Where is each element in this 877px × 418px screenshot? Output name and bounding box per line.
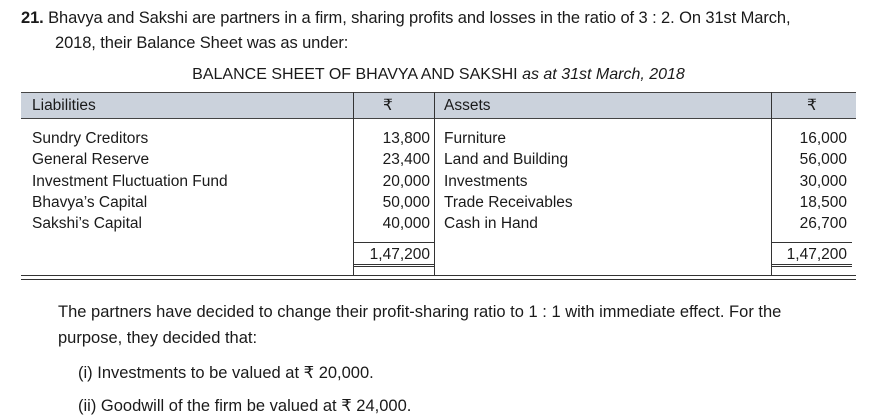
asset-name: Trade Receivables [444, 194, 573, 211]
question-text-1: Bhavya and Sakshi are partners in a firm, sharing profits and losses in the ratio of 3 : 2. On 31st March, [48, 9, 791, 27]
header-liabilities: Liabilities [32, 97, 96, 114]
liability-amount: 23,400 [382, 151, 430, 168]
question-number: 21. [21, 9, 44, 27]
title-main: BALANCE SHEET OF BHAVYA AND SAKSHI [192, 66, 518, 83]
question-line-2: 2018, their Balance Sheet was as under: [55, 34, 349, 52]
table-header [21, 92, 856, 119]
title-date: as at 31st March, 2018 [522, 66, 685, 83]
asset-amount: 26,700 [799, 215, 847, 232]
liability-name: General Reserve [32, 151, 150, 168]
header-amount-liabilities: ₹ [383, 97, 393, 114]
header-amount-assets: ₹ [807, 97, 817, 114]
asset-amount: 16,000 [799, 130, 847, 147]
question-line-1 [21, 9, 790, 28]
condition-item-2: (ii) Goodwill of the firm be valued at ₹ 24,000. [78, 397, 412, 415]
total-assets: 1,47,200 [786, 246, 847, 263]
header-assets: Assets [444, 97, 491, 114]
asset-name: Land and Building [444, 151, 569, 168]
liability-name: Investment Fluctuation Fund [32, 173, 228, 190]
condition-item-1: (i) Investments to be valued at ₹ 20,000. [78, 364, 374, 382]
asset-amount: 56,000 [799, 151, 847, 168]
asset-name: Furniture [444, 130, 507, 147]
balance-sheet-table [21, 92, 856, 283]
asset-name: Cash in Hand [444, 215, 538, 232]
balance-sheet-title [0, 66, 877, 84]
continuation-line-2: purpose, they decided that: [58, 329, 258, 347]
total-liabilities: 1,47,200 [369, 246, 430, 263]
asset-name: Investments [444, 173, 528, 190]
liability-amount: 20,000 [382, 173, 430, 190]
continuation-line-1: The partners have decided to change their profit-sharing ratio to 1 : 1 with immediate effect. For the [58, 303, 782, 321]
liability-name: Bhavya’s Capital [32, 194, 148, 211]
asset-amount: 18,500 [799, 194, 847, 211]
liability-amount: 13,800 [382, 130, 430, 147]
asset-amount: 30,000 [799, 173, 847, 190]
liability-name: Sakshi’s Capital [32, 215, 142, 232]
liability-amount: 50,000 [382, 194, 430, 211]
liability-amount: 40,000 [382, 215, 430, 232]
liability-name: Sundry Creditors [32, 130, 149, 147]
